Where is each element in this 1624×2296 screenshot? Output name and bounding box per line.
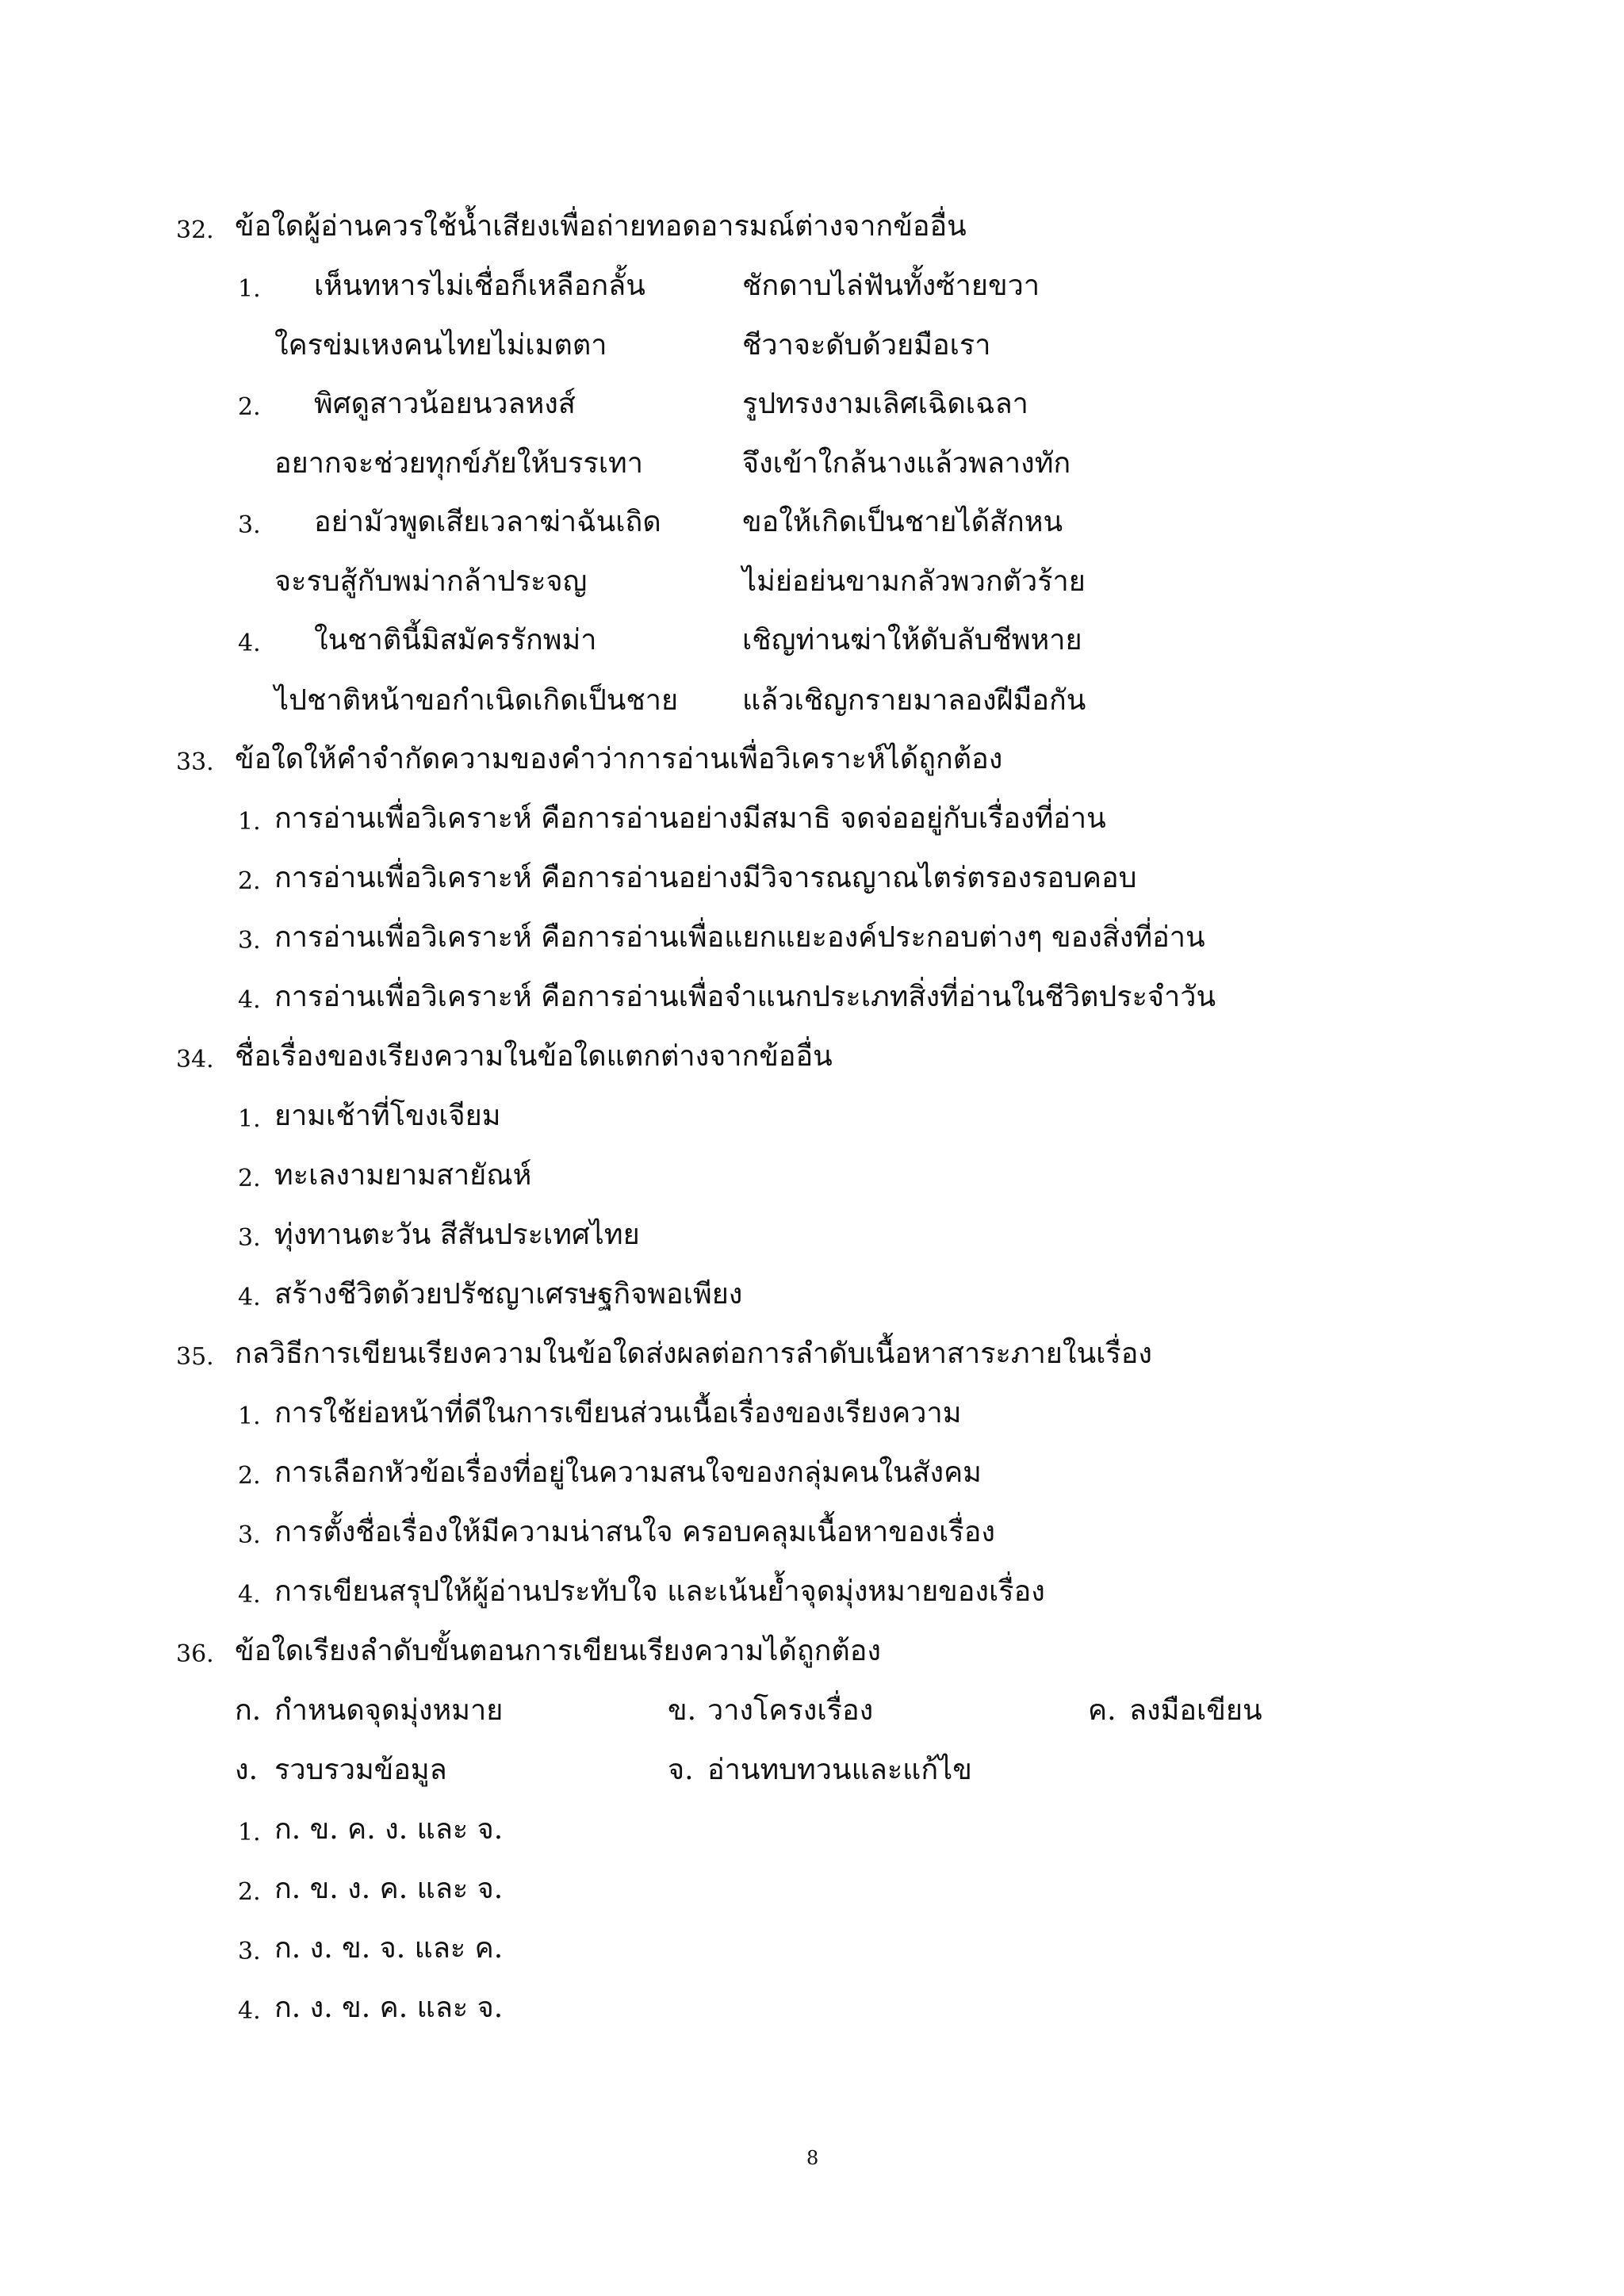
- option-text: การตั้งชื่อเรื่องให้มีความน่าสนใจ ครอบคลุมเนื้อหาของเรื่อง: [274, 1516, 995, 1548]
- option-number: 3.: [238, 1521, 261, 1549]
- verse-line: จะรบสู้กับพม่ากล้าประจญ: [274, 565, 588, 598]
- option-number: 3.: [238, 511, 261, 539]
- option-number: 3.: [238, 927, 261, 955]
- option-text: การอ่านเพื่อวิเคราะห์ คือการอ่านอย่างมีวิจารณญาณไตร่ตรองรอบคอบ: [274, 862, 1137, 894]
- option-number: 1.: [238, 275, 261, 303]
- verse-line: เชิญท่านฆ่าให้ดับลับชีพหาย: [742, 624, 1082, 656]
- verse-line: จึงเข้าใกล้นางแล้วพลางทัก: [742, 447, 1071, 480]
- step-label: ข.: [668, 1694, 697, 1727]
- question-text: ข้อใดให้คำจำกัดความของคำว่าการอ่านเพื่อวิเคราะห์ได้ถูกต้อง: [235, 743, 1003, 775]
- option-text: การอ่านเพื่อวิเคราะห์ คือการอ่านเพื่อแยกแยะองค์ประกอบต่างๆ ของสิ่งที่อ่าน: [274, 921, 1205, 954]
- verse-line: ไม่ย่อย่นขามกลัวพวกตัวร้าย: [742, 565, 1086, 598]
- step-label: จ.: [668, 1754, 694, 1786]
- option-text: สร้างชีวิตด้วยปรัชญาเศรษฐกิจพอเพียง: [274, 1278, 743, 1311]
- step-text: รวบรวมข้อมูล: [274, 1754, 447, 1786]
- verse-line: อย่ามัวพูดเสียเวลาฆ่าฉันเถิด: [314, 506, 661, 538]
- verse-line: เห็นทหารไม่เชื่อก็เหลือกลั้น: [314, 270, 645, 302]
- option-number: 1.: [238, 1819, 261, 1846]
- step-text: วางโครงเรื่อง: [707, 1694, 874, 1727]
- verse-line: ไปชาติหน้าขอกำเนิดเกิดเป็นชาย: [274, 684, 679, 717]
- option-text: ทุ่งทานตะวัน สีสันประเทศไทย: [274, 1219, 640, 1251]
- option-text: การใช้ย่อหน้าที่ดีในการเขียนส่วนเนื้อเรื่องของเรียงความ: [274, 1397, 962, 1429]
- verse-line: ชีวาจะดับด้วยมือเรา: [742, 329, 991, 362]
- option-number: 4.: [238, 1581, 261, 1609]
- question-text: ข้อใดผู้อ่านควรใช้น้ำเสียงเพื่อถ่ายทอดอารมณ์ต่างจากข้ออื่น: [235, 210, 967, 243]
- option-text: ก. ข. ง. ค. และ จ.: [274, 1873, 504, 1905]
- option-number: 4.: [238, 1284, 261, 1311]
- option-number: 4.: [238, 629, 261, 657]
- question-number: 36.: [176, 1640, 214, 1668]
- step-text: กำหนดจุดมุ่งหมาย: [274, 1694, 504, 1727]
- option-number: 2.: [238, 393, 261, 421]
- option-text: ก. ข. ค. ง. และ จ.: [274, 1813, 504, 1846]
- option-number: 2.: [238, 1878, 261, 1906]
- question-number: 33.: [176, 748, 214, 776]
- option-text: การเขียนสรุปให้ผู้อ่านประทับใจ และเน้นย้ำจุดมุ่งหมายของเรื่อง: [274, 1575, 1045, 1608]
- verse-line: แล้วเชิญกรายมาลองฝีมือกัน: [742, 684, 1086, 717]
- option-number: 2.: [238, 1165, 261, 1192]
- option-number: 3.: [238, 1938, 261, 1965]
- question-text: ชื่อเรื่องของเรียงความในข้อใดแตกต่างจากข้ออื่น: [235, 1040, 833, 1073]
- option-text: ยามเช้าที่โขงเจียม: [274, 1100, 501, 1132]
- verse-line: ขอให้เกิดเป็นชายได้สักหน: [742, 506, 1063, 538]
- step-text: อ่านทบทวนและแก้ไข: [707, 1754, 972, 1786]
- option-text: การเลือกหัวข้อเรื่องที่อยู่ในความสนใจของกลุ่มคนในสังคม: [274, 1456, 982, 1489]
- option-number: 1.: [238, 808, 261, 836]
- option-number: 2.: [238, 1462, 261, 1490]
- verse-line: ใครข่มเหงคนไทยไม่เมตตา: [274, 329, 607, 362]
- option-text: การอ่านเพื่อวิเคราะห์ คือการอ่านอย่างมีสมาธิ จดจ่ออยู่กับเรื่องที่อ่าน: [274, 802, 1106, 835]
- option-number: 3.: [238, 1224, 261, 1252]
- option-number: 1.: [238, 1402, 261, 1430]
- question-number: 34.: [176, 1046, 214, 1073]
- option-text: ก. ง. ข. ค. และ จ.: [274, 1992, 504, 2024]
- question-number: 35.: [176, 1343, 214, 1371]
- question-text: กลวิธีการเขียนเรียงความในข้อใดส่งผลต่อการลำดับเนื้อหาสาระภายในเรื่อง: [235, 1337, 1152, 1370]
- step-label: ง.: [235, 1754, 259, 1786]
- verse-line: ชักดาบไล่ฟันทั้งซ้ายขวา: [742, 270, 1040, 302]
- option-text: ก. ง. ข. จ. และ ค.: [274, 1932, 504, 1965]
- step-label: ก.: [235, 1694, 262, 1727]
- verse-line: อยากจะช่วยทุกข์ภัยให้บรรเทา: [274, 447, 643, 480]
- option-number: 2.: [238, 867, 261, 895]
- option-text: ทะเลงามยามสายัณห์: [274, 1159, 532, 1192]
- option-number: 1.: [238, 1105, 261, 1133]
- option-number: 4.: [238, 986, 261, 1014]
- step-text: ลงมือเขียน: [1129, 1694, 1262, 1727]
- verse-line: ในชาตินี้มิสมัครรักพม่า: [314, 624, 597, 656]
- option-number: 4.: [238, 1997, 261, 2025]
- verse-line: พิศดูสาวน้อยนวลหงส์: [314, 388, 576, 420]
- question-text: ข้อใดเรียงลำดับขั้นตอนการเขียนเรียงความได้ถูกต้อง: [235, 1635, 882, 1667]
- option-text: การอ่านเพื่อวิเคราะห์ คือการอ่านเพื่อจำแนกประเภทสิ่งที่อ่านในชีวิตประจำวัน: [274, 981, 1216, 1013]
- question-number: 32.: [176, 216, 214, 244]
- page-number: 8: [806, 2147, 819, 2169]
- verse-line: รูปทรงงามเลิศเฉิดเฉลา: [742, 388, 1028, 420]
- step-label: ค.: [1088, 1694, 1116, 1727]
